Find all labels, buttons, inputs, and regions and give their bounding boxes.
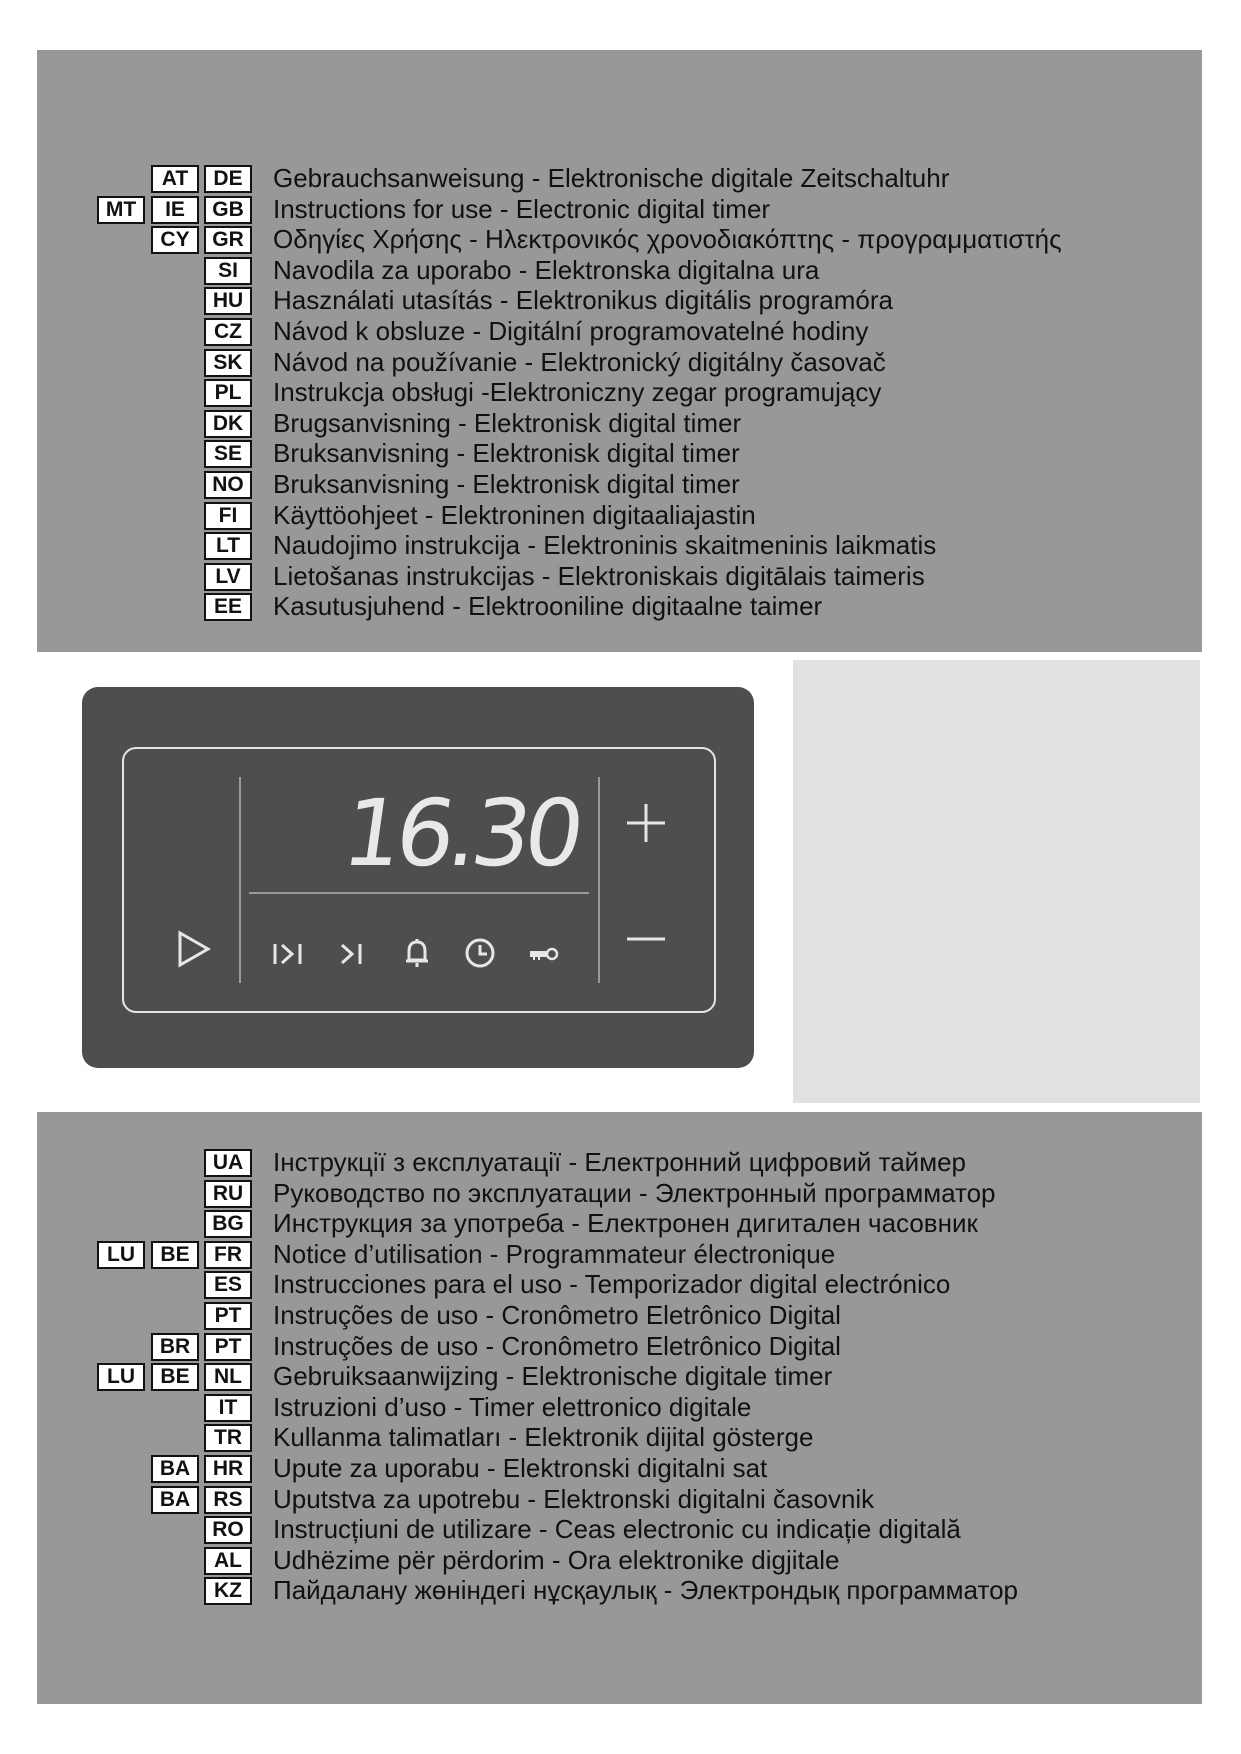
language-title: Istruzioni d’uso - Timer elettronico digitale — [273, 1391, 752, 1422]
country-code-badge: AL — [204, 1547, 252, 1575]
country-code-badge: SI — [204, 257, 252, 285]
language-title: Kullanma talimatları - Elektronik dijital gösterge — [273, 1422, 814, 1453]
country-code-badge: PL — [204, 379, 252, 407]
country-code-badge: SK — [204, 349, 252, 377]
minus-icon[interactable] — [624, 929, 668, 949]
country-code-badge: BA — [151, 1455, 199, 1483]
country-code-badge: FI — [204, 502, 252, 530]
country-code-badge: CY — [151, 226, 199, 254]
language-row — [0, 438, 1241, 469]
country-code-badge: AT — [151, 165, 199, 193]
language-title: Bruksanvisning - Elektronisk digital timer — [273, 438, 740, 469]
language-row — [0, 377, 1241, 408]
country-code-badge: DK — [204, 410, 252, 438]
language-row — [0, 224, 1241, 255]
country-code-badge: BR — [151, 1333, 199, 1361]
country-code-badge: LV — [204, 563, 252, 591]
country-code-badge: ES — [204, 1271, 252, 1299]
country-code-badge: PT — [204, 1333, 252, 1361]
country-code-badge: EE — [204, 593, 252, 621]
country-code-badge: KZ — [204, 1577, 252, 1605]
language-row — [0, 561, 1241, 592]
language-title: Gebrauchsanweisung - Elektronische digitale Zeitschaltuhr — [273, 163, 950, 193]
country-code-badge: GB — [204, 196, 252, 224]
language-row — [0, 1545, 1241, 1576]
display-time: 16.30 — [336, 780, 585, 887]
country-code-badge: HU — [204, 287, 252, 315]
language-row — [0, 1361, 1241, 1392]
language-title: Navodila za uporabo - Elektronska digitalna ura — [273, 254, 820, 285]
language-row — [0, 1453, 1241, 1484]
country-code-badge: NO — [204, 471, 252, 499]
language-row — [0, 1269, 1241, 1300]
language-title: Naudojimo instrukcija - Elektroninis skaitmeninis laikmatis — [273, 530, 937, 561]
language-title: Használati utasítás - Elektronikus digitális programóra — [273, 285, 893, 316]
language-title: Käyttöohjeet - Elektroninen digitaaliajastin — [273, 499, 756, 530]
country-code-badge: RU — [204, 1180, 252, 1208]
country-code-badge: FR — [204, 1241, 252, 1269]
blank-image-area — [793, 660, 1200, 1103]
country-code-badge: BE — [151, 1241, 199, 1269]
language-row — [0, 500, 1241, 531]
language-row — [0, 285, 1241, 316]
divider-right — [598, 777, 600, 983]
country-code-badge: IE — [151, 196, 199, 224]
divider-left — [239, 777, 241, 983]
language-row — [0, 1422, 1241, 1453]
control-panel-frame — [122, 747, 716, 1013]
plus-icon[interactable] — [624, 801, 668, 845]
language-title: Instructions for use - Electronic digital timer — [273, 193, 771, 224]
language-title: Руководство по эксплуатации - Электронный программатор — [273, 1177, 996, 1208]
country-code-badge: BG — [204, 1210, 252, 1238]
language-title: Kasutusjuhend - Elektrooniline digitaalne taimer — [273, 591, 823, 622]
language-row — [0, 1147, 1241, 1178]
country-code-badge: LU — [97, 1241, 145, 1269]
language-title: Instrucțiuni de utilizare - Ceas electronic cu indicație digitală — [273, 1514, 961, 1545]
country-code-badge: RS — [204, 1486, 252, 1514]
language-row — [0, 1208, 1241, 1239]
language-title: Lietošanas instrukcijas - Elektroniskais digitālais taimeris — [273, 560, 925, 591]
language-row — [0, 591, 1241, 622]
language-row — [0, 530, 1241, 561]
country-code-badge: MT — [97, 196, 145, 224]
country-code-badge: LU — [97, 1363, 145, 1391]
language-title: Instrucciones para el uso - Temporizador digital electrónico — [273, 1269, 951, 1300]
country-code-badge: SE — [204, 440, 252, 468]
country-code-badge: BA — [151, 1486, 199, 1514]
cooking-time-icon[interactable] — [272, 941, 306, 967]
country-code-badge: HR — [204, 1455, 252, 1483]
language-row — [0, 316, 1241, 347]
language-title: Instruções de uso - Cronômetro Eletrônico Digital — [273, 1299, 841, 1330]
language-row — [0, 1331, 1241, 1362]
language-title: Инструкция за употреба - Електронен дигитален часовник — [273, 1208, 978, 1239]
language-title: Návod k obsluze - Digitální programovatelné hodiny — [273, 315, 869, 346]
language-title: Gebruiksaanwijzing - Elektronische digitale timer — [273, 1361, 833, 1392]
language-title: Інструкції з експлуатації - Електронний цифровий таймер — [273, 1147, 966, 1177]
clock-icon[interactable] — [464, 937, 496, 969]
country-code-badge: UA — [204, 1149, 252, 1177]
language-row — [0, 1178, 1241, 1209]
language-row — [0, 1514, 1241, 1545]
country-code-badge: BE — [151, 1363, 199, 1391]
language-row — [0, 1484, 1241, 1515]
language-row — [0, 1392, 1241, 1423]
bottom-language-list — [0, 1147, 1241, 1606]
language-row — [0, 163, 1241, 194]
top-language-list — [0, 163, 1241, 622]
language-title: Пайдалану жөніндегі нұсқаулық - Электрондық программатор — [273, 1575, 1018, 1606]
language-title: Návod na používanie - Elektronický digitálny časovač — [273, 346, 886, 377]
language-row — [0, 1300, 1241, 1331]
language-title: Instruções de uso - Cronômetro Eletrônico Digital — [273, 1330, 841, 1361]
language-row — [0, 1239, 1241, 1270]
country-code-badge: RO — [204, 1516, 252, 1544]
language-row — [0, 408, 1241, 439]
language-title: Notice d’utilisation - Programmateur électronique — [273, 1238, 836, 1269]
country-code-badge: CZ — [204, 318, 252, 346]
language-row — [0, 1575, 1241, 1606]
bell-icon[interactable] — [402, 937, 432, 969]
language-title: Udhëzime për përdorim - Ora elektronike digjitale — [273, 1544, 840, 1575]
timer-control-panel — [82, 687, 754, 1068]
language-row — [0, 469, 1241, 500]
play-icon[interactable] — [174, 929, 214, 969]
country-code-badge: TR — [204, 1424, 252, 1452]
key-lock-icon[interactable] — [528, 945, 560, 963]
language-title: Bruksanvisning - Elektronisk digital timer — [273, 468, 740, 499]
country-code-badge: IT — [204, 1394, 252, 1422]
country-code-badge: PT — [204, 1302, 252, 1330]
language-row — [0, 194, 1241, 225]
language-title: Instrukcja obsługi -Elektroniczny zegar programujący — [273, 377, 882, 408]
language-title: Upute za uporabu - Elektronski digitalni sat — [273, 1452, 768, 1483]
language-title: Brugsanvisning - Elektronisk digital timer — [273, 407, 742, 438]
country-code-badge: DE — [204, 165, 252, 193]
country-code-badge: LT — [204, 532, 252, 560]
language-title: Uputstva za upotrebu - Elektronski digitalni časovnik — [273, 1483, 875, 1514]
end-time-icon[interactable] — [338, 941, 368, 967]
country-code-badge: NL — [204, 1363, 252, 1391]
language-title: Οδηγίες Χρήσης - Ηλεκτρονικός χρονοδιακόπτης - προγραμματιστής — [273, 224, 1062, 255]
language-row — [0, 347, 1241, 378]
country-code-badge: GR — [204, 226, 252, 254]
display-divider — [249, 892, 589, 894]
language-row — [0, 255, 1241, 286]
